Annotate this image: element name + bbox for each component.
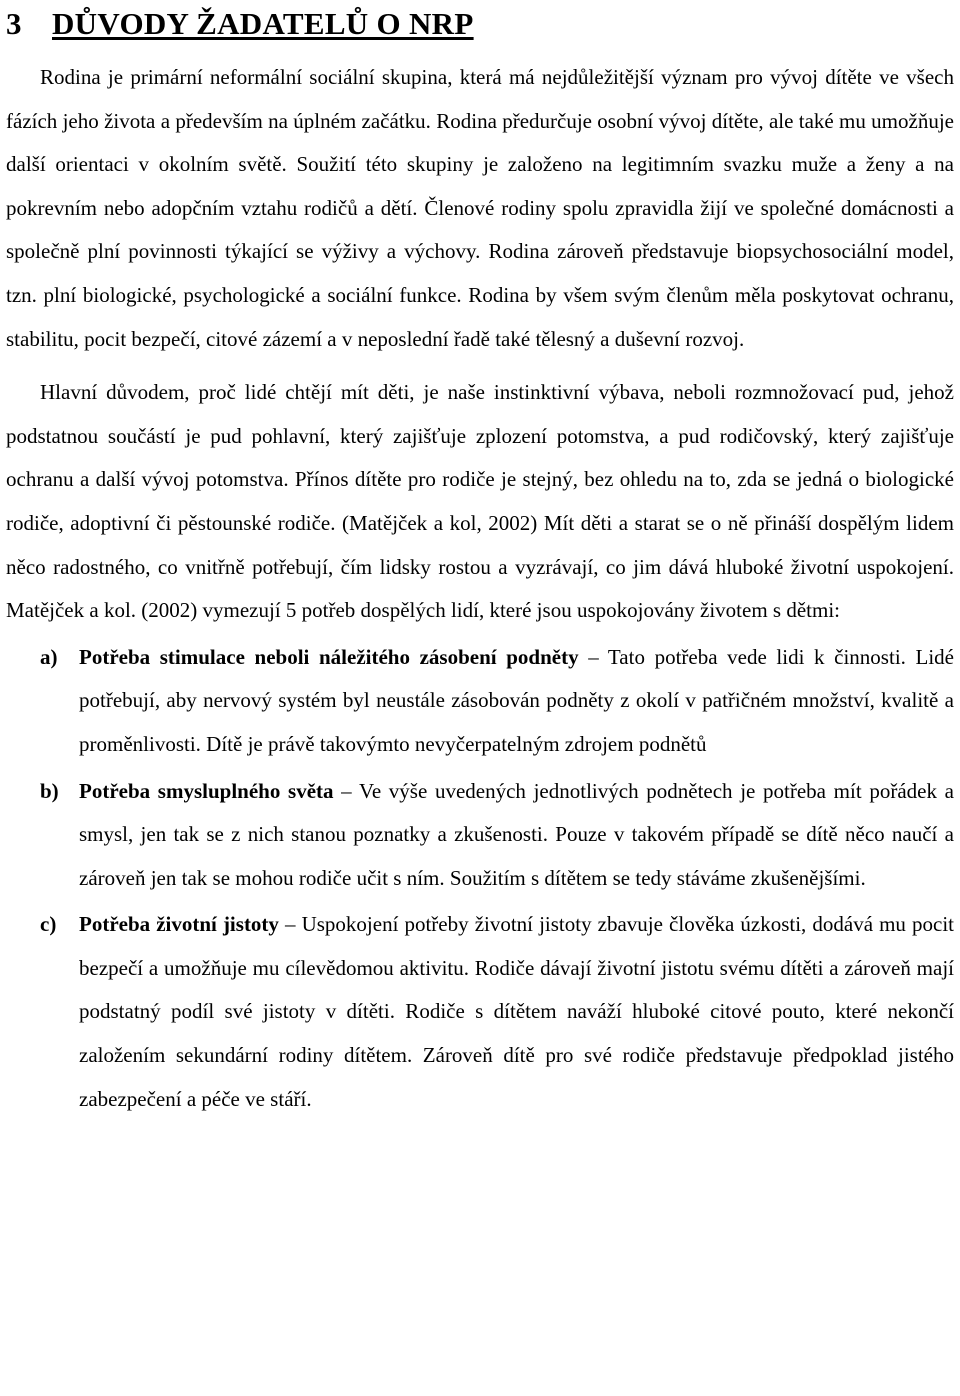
need-term: Potřeba stimulace neboli náležitého zásobení podněty [79, 644, 579, 669]
chapter-number: 3 [6, 6, 22, 41]
need-description: – Ve výše uvedených jednotlivých podnětech je potřeba mít pořádek a smysl, jen tak se z nich stanou poznatky a zkušenosti. Pouze v takovém případě se dítě něco naučí a zároveň jen tak se mohou rodiče učit s ním. Soužitím s dítětem se tedy stáváme zkušenějšími. [79, 778, 954, 890]
need-term: Potřeba smysluplného světa [79, 778, 334, 803]
list-marker: c) [40, 912, 57, 937]
need-description: – Tato potřeba vede lidi k činnosti. Lidé potřebují, aby nervový systém byl neustále zásobován podněty z okolí v patřičném množství, kvalitě a proměnlivosti. Dítě je právě takovýmto nevyčerpatelným zdrojem podnětů [79, 644, 955, 756]
need-description: – Uspokojení potřeby životní jistoty zbavuje člověka úzkosti, dodává mu pocit bezpečí a umožňuje mu cílevědomou aktivitu. Rodiče dávají životní jistotu svému dítěti a zároveň mají podstatný podíl své jistoty v dítěti. Rodiče s dítětem naváží hluboké citové pouto, které nekončí založením sekundární rodiny dítětem. Zároveň dítě pro své rodiče představuje předpoklad jistého zabezpečení a péče ve stáří. [79, 912, 954, 1111]
list-marker: b) [40, 778, 59, 803]
document-page [6, 0, 954, 1121]
list-item [6, 770, 954, 901]
need-term: Potřeba životní jistoty [79, 912, 279, 937]
list-item [6, 636, 954, 767]
list-marker: a) [40, 644, 58, 669]
needs-list [6, 636, 954, 1122]
list-item [6, 903, 954, 1121]
paragraph-reasons: Hlavní důvodem, proč lidé chtějí mít děti, je naše instinktivní výbava, neboli rozmnožovací pud, jehož podstatnou součástí je pud pohlavní, který zajišťuje zplození potomstva, a pud rodičovský, který zajišťuje ochranu a další vývoj potomstva. Přínos dítěte pro rodiče je stejný, bez ohledu na to, zda se jedná o biologické rodiče, adoptivní či pěstounské rodiče. (Matějček a kol, 2002) Mít děti a starat se o ně přináší dospělým lidem něco radostného, co vnitřně potřebují, čím lidsky rostou a vyzrávají, co jim dává hluboké životní uspokojení. Matějček a kol. (2002) vymezují 5 potřeb dospělých lidí, které jsou uspokojovány životem s dětmi: [6, 380, 954, 623]
paragraph-family: Rodina je primární neformální sociální skupina, která má nejdůležitější význam pro vývoj dítěte ve všech fázích jeho života a především na úplném začátku. Rodina předurčuje osobní vývoj dítěte, ale také mu umožňuje další orientaci v okolním světě. Soužití této skupiny je založeno na legitimním svazku muže a ženy a na pokrevním nebo adopčním vztahu rodičů a dětí. Členové rodiny spolu zpravidla žijí ve společné domácnosti a společně plní povinnosti týkající se výživy a výchovy. Rodina zároveň představuje biopsychosociální model, tzn. plní biologické, psychologické a sociální funkce. Rodina by všem svým členům měla poskytovat ochranu, stabilitu, pocit bezpečí, citové zázemí a v neposlední řadě také tělesný a duševní rozvoj. [6, 65, 954, 351]
chapter-title: DŮVODY ŽADATELŮ O NRP [52, 6, 474, 41]
chapter-heading [6, 6, 954, 42]
